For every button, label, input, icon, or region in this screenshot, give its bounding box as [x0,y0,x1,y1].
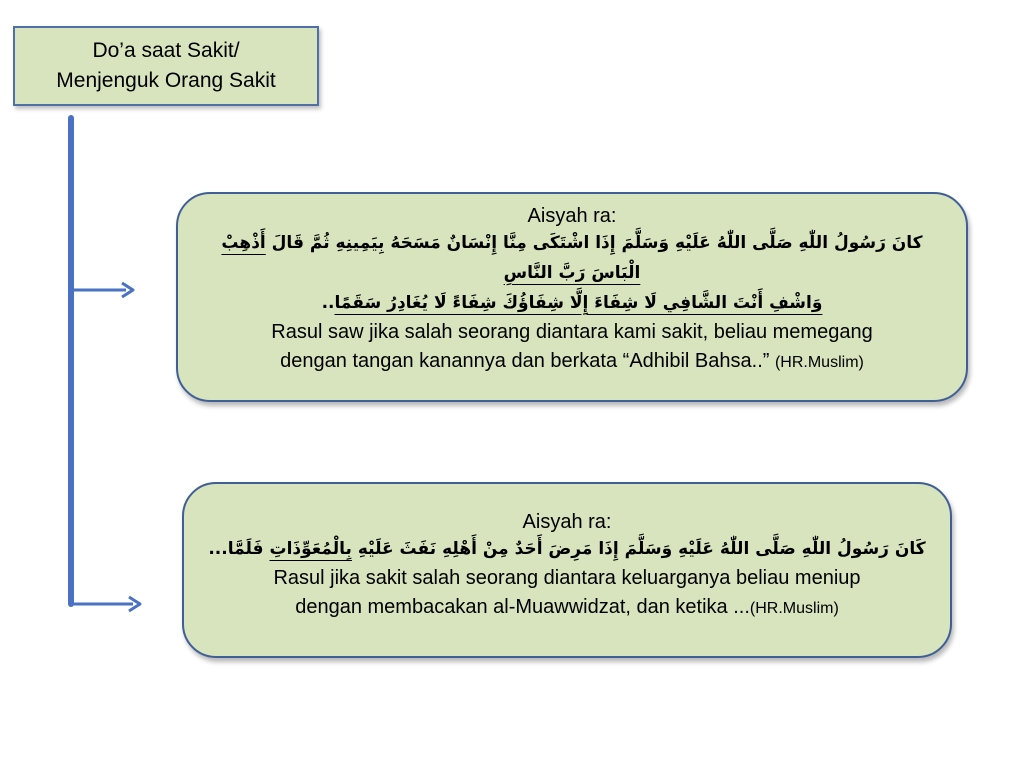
arabic-text-underlined: بِالْمُعَوِّذَاتِ [269,539,352,559]
translation-line-1: Rasul saw jika salah seorang diantara kami sakit, beliau memegang [271,321,873,343]
arabic-text-underlined: وَاشْفِ أَنْتَ الشَّافِي لَا شِفَاءَ إِلَّا شِفَاؤُكَ شِفَاءً لَا يُغَادِرُ سَقَمًا [334,293,823,313]
arabic-text-plain: كَانَ رَسُولُ اللّٰهِ صَلَّى اللّٰهُ عَلَيْهِ وَسَلَّمَ إِذَا مَرِضَ أَحَدٌ مِنْ أَهْلِهِ نَفَثَ عَلَيْهِ [351,539,926,559]
translation-line-2 [214,593,920,623]
translation-line-2-text: dengan tangan kanannya dan berkata “Adhibil Bahsa..” [280,350,775,372]
arabic-text [184,534,950,564]
hadith-source: (HR.Muslim) [749,600,839,617]
arrow-head-icon [129,597,140,611]
arabic-line-1 [202,228,942,288]
translation-line-2-text: dengan membacakan al-Muawwidzat, dan ketika ... [295,596,750,618]
arabic-text-tail: .. [321,293,335,313]
narrator-label: Aisyah ra: [527,205,617,227]
narrator-label: Aisyah ra: [522,511,612,533]
arabic-text-plain: كانَ رَسُولُ اللّٰهِ صَلَّى اللّٰهُ عَلَيْهِ وَسَلَّمَ إِذَا اشْتَكَى مِنَّا إِنْسَانٌ مَسَحَهُ بِيَمِينِهِ ثُمَّ قَالَ [265,233,923,253]
translation-text [178,318,966,377]
arabic-line-1 [208,534,926,564]
arabic-text-underlined: أَذْهِبْ الْبَاسَ رَبَّ النَّاسِ [221,233,641,283]
translation-line-2 [208,347,936,377]
translation-line-1: Rasul jika sakit salah seorang diantara keluarganya beliau meniup [273,567,861,589]
hadith-card-1 [176,192,968,402]
title-line-1: Do’a saat Sakit/ [92,39,240,62]
title-box [13,26,319,106]
hadith-card-2 [182,482,952,658]
arrow-head-icon [122,283,133,297]
arabic-line-2 [202,288,942,318]
arabic-text [178,228,966,318]
hadith-source: (HR.Muslim) [774,354,864,371]
title-line-2: Menjenguk Orang Sakit [56,69,276,92]
arabic-text-tail: فَلَمَّا... [208,539,270,559]
translation-text [184,564,950,623]
